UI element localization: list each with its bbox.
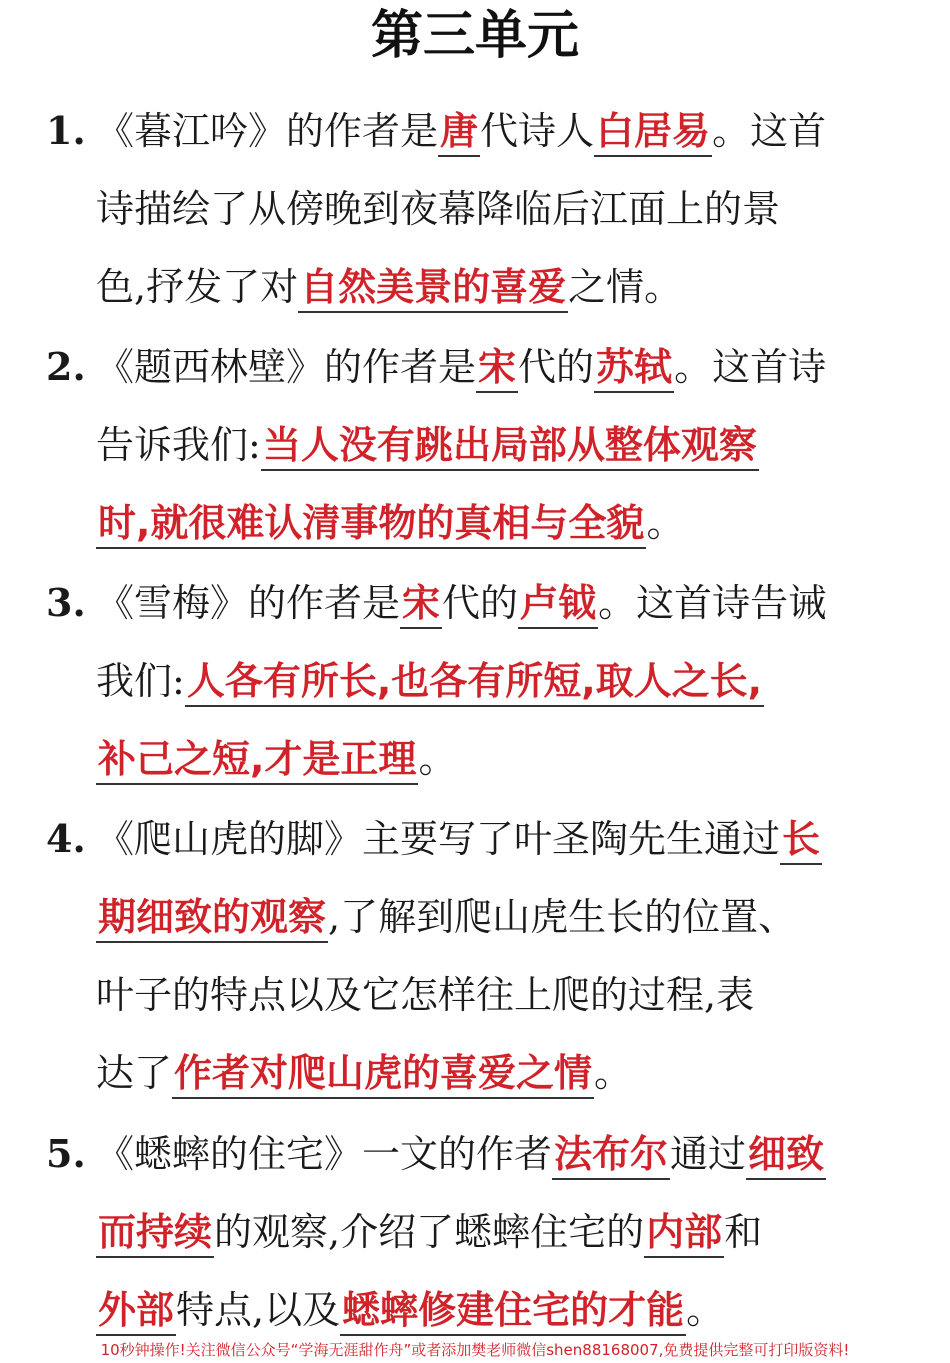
question-text: 。这首诗告诫: [598, 581, 827, 625]
answer-text: 内部: [644, 1210, 724, 1258]
question-item: [46, 564, 876, 798]
question-text: 告诉我们:: [96, 423, 261, 467]
question-text: 特点,以及: [176, 1288, 341, 1332]
question-text: 的观察,介绍了蟋蟀住宅的: [214, 1210, 645, 1254]
question-number: 4.: [46, 816, 86, 861]
question-line: [46, 956, 876, 1034]
question-text: 之情。: [568, 265, 683, 309]
promo-footer: 10秒钟操作!关注微信公众号“学海无涯甜作舟”或者添加樊老师微信shen88168007,免费提供完整可打印版资料!: [100, 1341, 850, 1359]
question-text: 叶子的特点以及它怎样往上爬的过程,表: [96, 973, 755, 1017]
question-text: 。这首: [712, 109, 827, 153]
question-text: 我们:: [96, 659, 185, 703]
question-text: 《爬山虎的脚》主要写了叶圣陶先生通过: [96, 817, 781, 861]
answer-text: 自然美景的喜爱: [298, 265, 568, 313]
question-text: 和: [724, 1210, 763, 1254]
question-line: [46, 1034, 876, 1112]
question-text: 《暮江吟》的作者是: [96, 109, 439, 153]
question-text: 《题西林壁》的作者是: [96, 345, 477, 389]
question-line: [46, 406, 876, 484]
answer-text: 白居易: [594, 109, 712, 157]
question-line: [46, 248, 876, 326]
answer-text: 人各有所长,也各有所短,取人之长,: [185, 659, 764, 707]
answer-text: 作者对爬山虎的喜爱之情: [172, 1051, 594, 1099]
answer-text: 苏轼: [594, 345, 674, 393]
question-text: 。: [594, 1051, 633, 1095]
question-line: [46, 642, 876, 720]
answer-text: 细致: [746, 1132, 826, 1180]
question-text: 《蟋蟀的住宅》一文的作者: [96, 1132, 553, 1176]
answer-text: 时,就很难认清事物的真相与全貌: [96, 501, 646, 549]
page-title: 第三单元: [370, 6, 579, 66]
question-text: 代的: [518, 345, 595, 389]
answer-text: 补己之短,才是正理: [96, 737, 418, 785]
question-text: 。: [418, 737, 457, 781]
answer-text: 卢钺: [518, 581, 598, 629]
answer-text: 法布尔: [552, 1132, 670, 1180]
question-item: [46, 328, 876, 562]
question-line: [46, 170, 876, 248]
question-text: 通过: [670, 1132, 747, 1176]
question-number: 2.: [46, 344, 86, 389]
question-text: ,了解到爬山虎生长的位置、: [328, 895, 797, 939]
question-text: 《雪梅》的作者是: [96, 581, 401, 625]
question-text: 。: [646, 501, 685, 545]
question-text: 达了: [96, 1051, 173, 1095]
question-text: 代的: [442, 581, 519, 625]
question-line: [46, 564, 876, 642]
question-line: [46, 800, 876, 878]
question-number: 1.: [46, 108, 86, 153]
answer-text: 长: [780, 817, 822, 865]
question-item: [46, 1115, 876, 1349]
question-item: [46, 800, 876, 1112]
question-line: [46, 878, 876, 956]
answer-text: 当人没有跳出局部从整体观察: [261, 423, 759, 471]
question-line: [46, 1115, 876, 1193]
question-text: 诗描绘了从傍晚到夜幕降临后江面上的景: [96, 187, 781, 231]
question-number: 5.: [46, 1131, 86, 1176]
answer-text: 外部: [96, 1288, 176, 1336]
question-line: [46, 1193, 876, 1271]
answer-text: 期细致的观察: [96, 895, 328, 943]
answer-text: 宋: [476, 345, 518, 393]
question-line: [46, 328, 876, 406]
question-text: 。: [686, 1288, 725, 1332]
answer-text: 蟋蟀修建住宅的才能: [340, 1288, 686, 1336]
question-item: [46, 92, 876, 326]
question-text: 。这首诗: [674, 345, 827, 389]
question-text: 色,抒发了对: [96, 265, 299, 309]
answer-text: 唐: [438, 109, 480, 157]
question-number: 3.: [46, 580, 86, 625]
question-line: [46, 92, 876, 170]
question-text: 代诗人: [480, 109, 595, 153]
answer-text: 而持续: [96, 1210, 214, 1258]
question-line: [46, 720, 876, 798]
question-line: [46, 484, 876, 562]
question-line: [46, 1271, 876, 1349]
answer-text: 宋: [400, 581, 442, 629]
